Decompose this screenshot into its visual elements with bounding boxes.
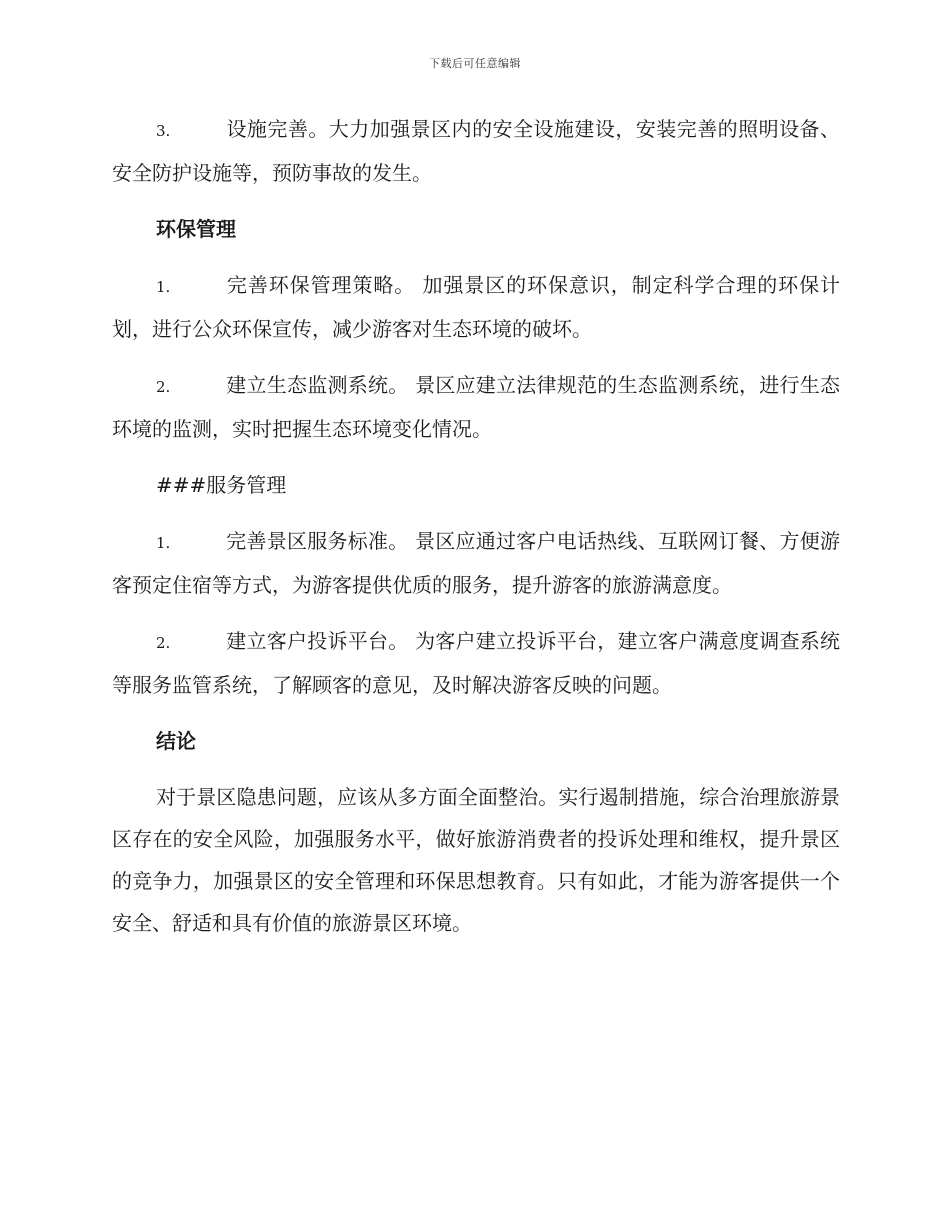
list-number: 1. [156,534,171,552]
list-item-facilities [112,108,840,194]
list-number: 2. [156,378,171,396]
list-number: 2. [156,634,171,652]
paragraph-text: 建立客户投诉平台。 为客户建立投诉平台，建立客户满意度调查系统等服务监管系统，了解顾客的意见，及时解决游客反映的问题。 [112,629,840,697]
header-note: 下载后可任意编辑 [429,57,521,70]
list-item-eco-monitoring [112,364,840,450]
section-heading-service: ###服务管理 [156,473,287,497]
paragraph-text: 建立生态监测系统。 景区应建立法律规范的生态监测系统，进行生态环境的监测，实时把握生态环境变化情况。 [112,373,840,441]
document-body [112,108,840,958]
paragraph-text: 设施完善。大力加强景区内的安全设施建设，安装完善的照明设备、安全防护设施等，预防事故的发生。 [112,117,840,185]
list-item-service-standard [112,520,840,606]
conclusion-paragraph: 对于景区隐患问题，应该从多方面全面整治。实行遏制措施，综合治理旅游景区存在的安全风险，加强服务水平，做好旅游消费者的投诉处理和维权，提升景区的竞争力，加强景区的安全管理和环保思想教育。只有如此，才能为游客提供一个安全、舒适和具有价值的旅游景区环境。 [112,785,840,935]
section-heading-conclusion: 结论 [156,729,196,753]
list-item-env-strategy [112,264,840,350]
list-item-complaint-platform [112,620,840,706]
list-number: 3. [156,122,171,140]
paragraph-text: 完善景区服务标准。 景区应通过客户电话热线、互联网订餐、方便游客预定住宿等方式，为游客提供优质的服务，提升游客的旅游满意度。 [112,529,840,597]
list-number: 1. [156,278,171,296]
paragraph-text: 完善环保管理策略。 加强景区的环保意识，制定科学合理的环保计划，进行公众环保宣传，减少游客对生态环境的破坏。 [112,273,840,341]
section-heading-environment: 环保管理 [156,217,236,241]
